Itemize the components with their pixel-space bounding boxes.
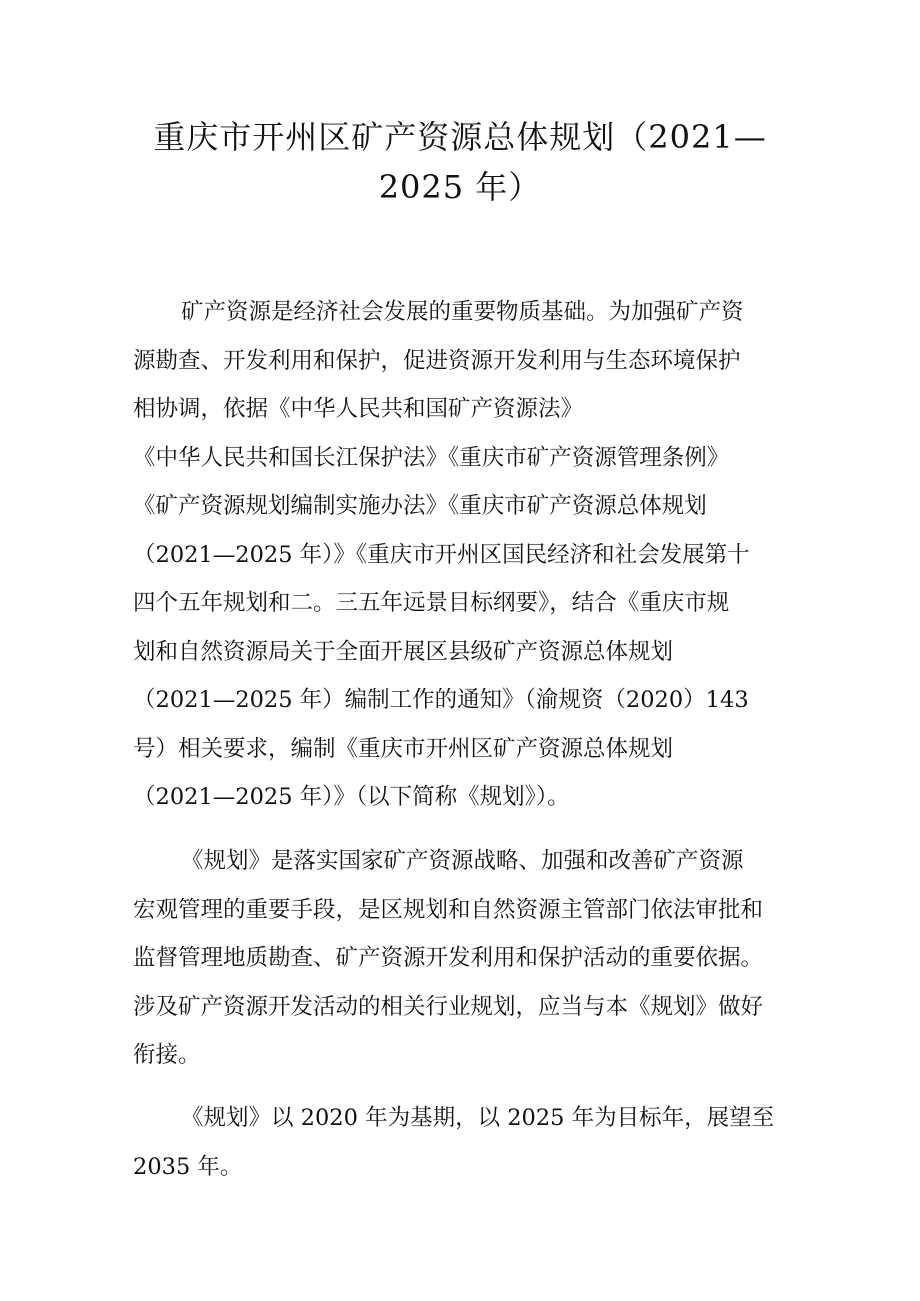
paragraph-line: 矿产资源是经济社会发展的重要物质基础。为加强矿产资	[181, 299, 744, 325]
paragraph-line: 宏观管理的重要手段，是区规划和自然资源主管部门依法审批和	[133, 896, 764, 923]
paragraph-line: （2021—2025 年）》《重庆市开州区国民经济和社会发展第十	[133, 541, 750, 568]
title-line: 重庆市开州区矿产资源总体规划（2021—	[153, 118, 767, 156]
paragraph-line: 《规划》以 2020 年为基期，以 2025 年为目标年，展望至	[181, 1105, 775, 1131]
document-title	[130, 112, 790, 212]
paragraph-line: 四个五年规划和二。三五年远景目标纲要》，结合《重庆市规	[133, 590, 730, 616]
paragraph-line: 衔接。	[133, 1042, 201, 1068]
title-line: 2025 年）	[378, 168, 542, 206]
paragraph-line: 源勘查、开发利用和保护，促进资源开发利用与生态环境保护	[133, 347, 741, 374]
paragraph-line: 涉及矿产资源开发活动的相关行业规划，应当与本《规划》做好	[133, 993, 764, 1020]
paragraph-line: 相协调，依据《中华人民共和国矿产资源法》	[133, 396, 584, 422]
paragraph-basis	[133, 288, 783, 822]
paragraph-line: 《中华人民共和国长江保护法》《重庆市矿产资源管理条例》	[133, 444, 730, 471]
paragraph-line: 2035 年。	[133, 1153, 243, 1180]
paragraph-line: 号）相关要求，编制《重庆市开州区矿产资源总体规划	[133, 735, 674, 762]
paragraph-line: 划和自然资源局关于全面开展区县级矿产资源总体规划	[133, 638, 674, 665]
paragraph-line: 《规划》是落实国家矿产资源战略、加强和改善矿产资源	[181, 848, 744, 874]
paragraph-line: 监督管理地质勘查、矿产资源开发利用和保护活动的重要依据。	[133, 945, 764, 971]
paragraph-line: （2021—2025 年）》（以下简称《规划》）。	[133, 784, 570, 810]
paragraph-role	[133, 837, 783, 1080]
paragraph-line: （2021—2025 年）编制工作的通知》（渝规资（2020）143	[133, 687, 749, 713]
paragraph-period	[133, 1094, 783, 1191]
paragraph-line: 《矿产资源规划编制实施办法》《重庆市矿产资源总体规划	[133, 493, 707, 519]
